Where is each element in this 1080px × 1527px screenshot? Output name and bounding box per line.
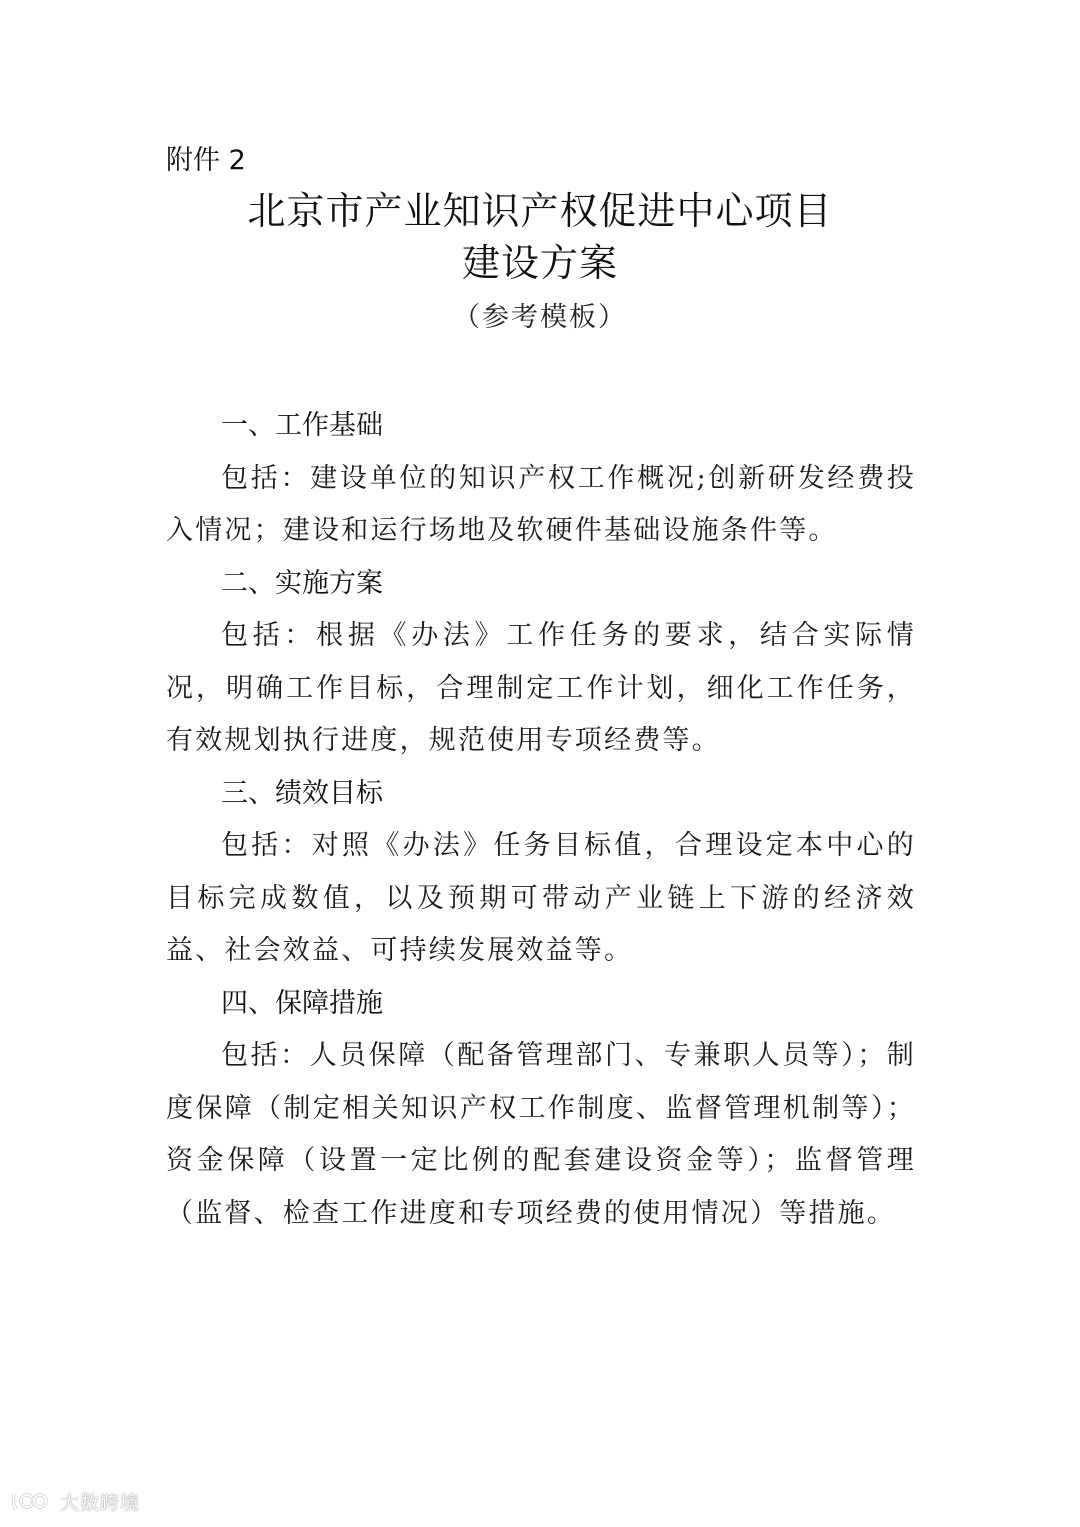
section-implementation-plan [166, 558, 916, 768]
section-heading: 一、工作基础 [221, 410, 383, 441]
section-paragraph: 包括：对照《办法》任务目标值，合理设定本中心的目标完成数值，以及预期可带动产业链上下游的经济效益、社会效益、可持续发展效益等。 [166, 830, 916, 966]
section-heading: 三、绩效目标 [221, 777, 383, 809]
section-performance-goals [166, 768, 916, 978]
watermark-text: 大数跨境 [60, 1492, 141, 1514]
section-paragraph: 包括：人员保障（配备管理部门、专兼职人员等）；制度保障（制定相关知识产权工作制度、监督管理机制等）；资金保障（设置一定比例的配套建设资金等）；监督管理（监督、检查工作进度和专项经费的使用情况）等措施。 [166, 1040, 916, 1229]
section-safeguard-measures [166, 978, 916, 1241]
section-heading: 四、保障措施 [221, 987, 383, 1019]
attachment-label: 附件 2 [166, 145, 246, 176]
section-heading: 二、实施方案 [221, 567, 383, 599]
document-body [166, 400, 916, 1240]
document-subtitle: （参考模板） [453, 302, 627, 333]
brand-logo-icon [10, 1490, 54, 1514]
section-paragraph: 包括：建设单位的知识产权工作概况;创新研发经费投入情况；建设和运行场地及软硬件基础设施条件等。 [166, 462, 916, 546]
document-title-line2: 建设方案 [461, 241, 618, 285]
section-paragraph: 包括：根据《办法》工作任务的要求，结合实际情况，明确工作目标，合理制定工作计划，细化工作任务，有效规划执行进度，规范使用专项经费等。 [166, 620, 916, 756]
section-work-foundation [166, 400, 916, 558]
watermark [10, 1488, 140, 1515]
document-title-line1: 北京市产业知识产权促进中心项目 [247, 189, 833, 233]
